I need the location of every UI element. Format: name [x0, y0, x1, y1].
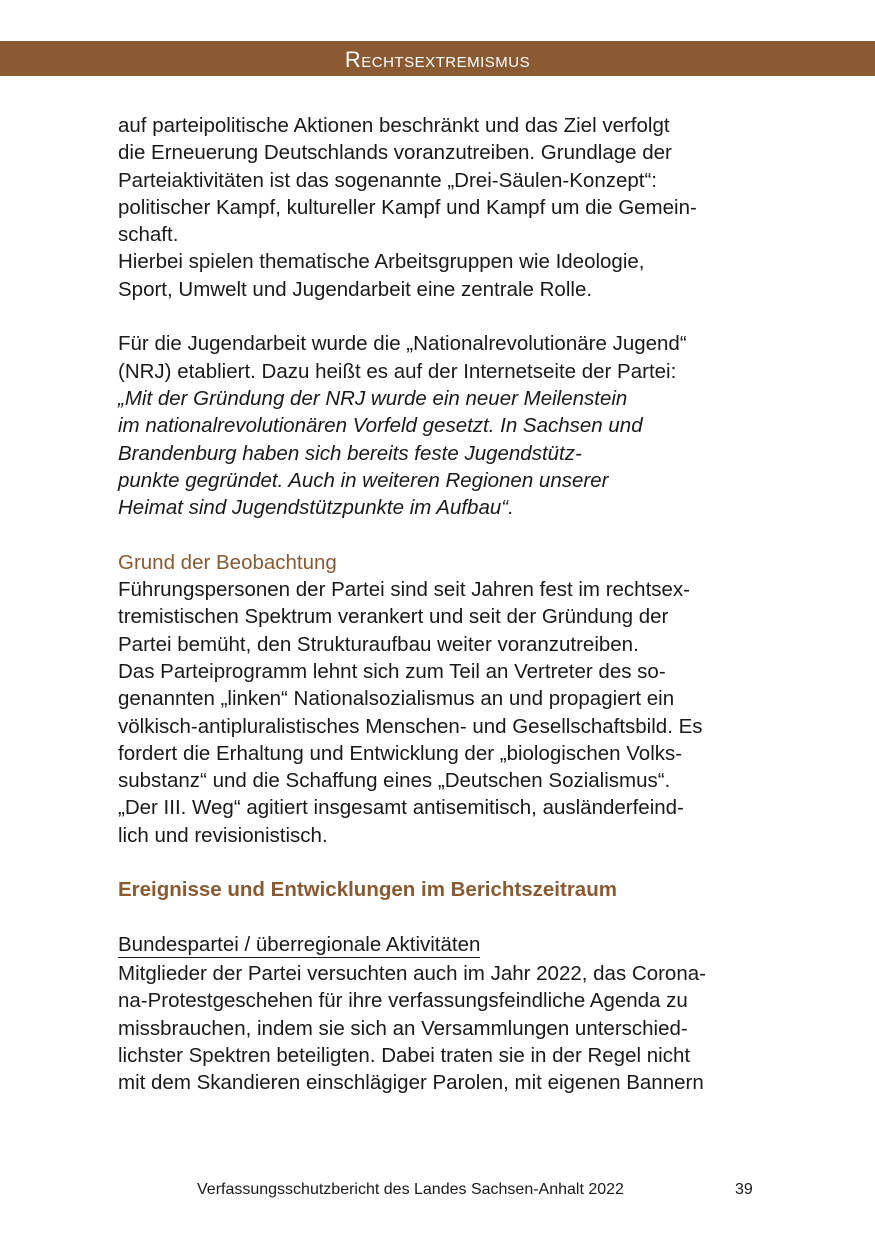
header-bar [0, 41, 875, 76]
body-line: auf parteipolitische Aktionen beschränkt und das Ziel verfolgt [118, 114, 670, 137]
body-line: missbrauchen, indem sie sich an Versammlungen unterschied- [118, 1016, 688, 1040]
body-line: die Erneuerung Deutschlands voranzutreiben. Grundlage der [118, 141, 672, 165]
body-line: tremistischen Spektrum verankert und seit der Gründung der [118, 605, 669, 629]
section-heading-observation: Grund der Beobachtung [118, 550, 337, 574]
body-line: Führungspersonen der Partei sind seit Jahren fest im rechtsex- [118, 578, 690, 602]
body-line: schaft. [118, 223, 179, 247]
paragraph-spacer [118, 303, 763, 330]
body-line: Das Parteiprogramm lehnt sich zum Teil an Vertreter des so- [118, 659, 666, 683]
footer-publication: Verfassungsschutzbericht des Landes Sachsen-Anhalt 2022 [197, 1181, 624, 1198]
body-line: substanz“ und die Schaffung eines „Deutschen Sozialismus“. [118, 769, 671, 793]
paragraph-spacer [118, 904, 763, 931]
quote-line: Brandenburg haben sich bereits feste Jugendstütz- [118, 441, 582, 465]
body-line: „Der III. Weg“ agitiert insgesamt antisemitisch, ausländerfeind- [118, 796, 684, 820]
page-number: 39 [735, 1181, 753, 1198]
body-line: politischer Kampf, kultureller Kampf und Kampf um die Gemein- [118, 195, 697, 219]
subsection-heading-federal: Bundespartei / überregionale Aktivitäten [118, 932, 481, 956]
body-line: Parteiaktivitäten ist das sogenannte „Drei-Säulen-Konzept“: [118, 168, 657, 192]
document-body [118, 112, 763, 1096]
quote-line: Heimat sind Jugendstützpunkte im Aufbau“. [118, 496, 514, 520]
paragraph-spacer [118, 521, 763, 548]
body-line: fordert die Erhaltung und Entwicklung der „biologischen Volks- [118, 741, 683, 765]
quote-line: punkte gegründet. Auch in weiteren Regionen unserer [118, 468, 609, 492]
body-line: Sport, Umwelt und Jugendarbeit eine zentrale Rolle. [118, 277, 593, 301]
quote-line: „Mit der Gründung der NRJ wurde ein neuer Meilenstein [118, 386, 628, 410]
body-line: mit dem Skandieren einschlägiger Parolen, mit eigenen Bannern [118, 1071, 704, 1095]
body-line: Partei bemüht, den Strukturaufbau weiter voranzutreiben. [118, 632, 639, 656]
section-heading-events: Ereignisse und Entwicklungen im Berichtszeitraum [118, 878, 617, 902]
body-line: Für die Jugendarbeit wurde die „Nationalrevolutionäre Jugend“ [118, 332, 687, 356]
body-line: Hierbei spielen thematische Arbeitsgruppen wie Ideologie, [118, 250, 645, 274]
body-line: lichster Spektren beteiligten. Dabei traten sie in der Regel nicht [118, 1043, 691, 1067]
subsection-heading-wrapper [118, 931, 763, 960]
paragraph-spacer [118, 849, 763, 876]
body-line: na-Protestgeschehen für ihre verfassungsfeindliche Agenda zu [118, 989, 688, 1013]
body-line: lich und revisionistisch. [118, 823, 328, 847]
block-quote [118, 385, 763, 521]
page-header-title: Rechtsextremismus [344, 47, 531, 72]
quote-line: im nationalrevolutionären Vorfeld gesetzt. In Sachsen und [118, 414, 643, 438]
body-line: völkisch-antipluralistisches Menschen- und Gesellschaftsbild. Es [118, 714, 703, 738]
body-line: (NRJ) etabliert. Dazu heißt es auf der Internetseite der Partei: [118, 359, 677, 383]
body-line: genannten „linken“ Nationalsozialismus an und propagiert ein [118, 687, 675, 711]
body-line: Mitglieder der Partei versuchten auch im Jahr 2022, das Corona- [118, 961, 706, 985]
